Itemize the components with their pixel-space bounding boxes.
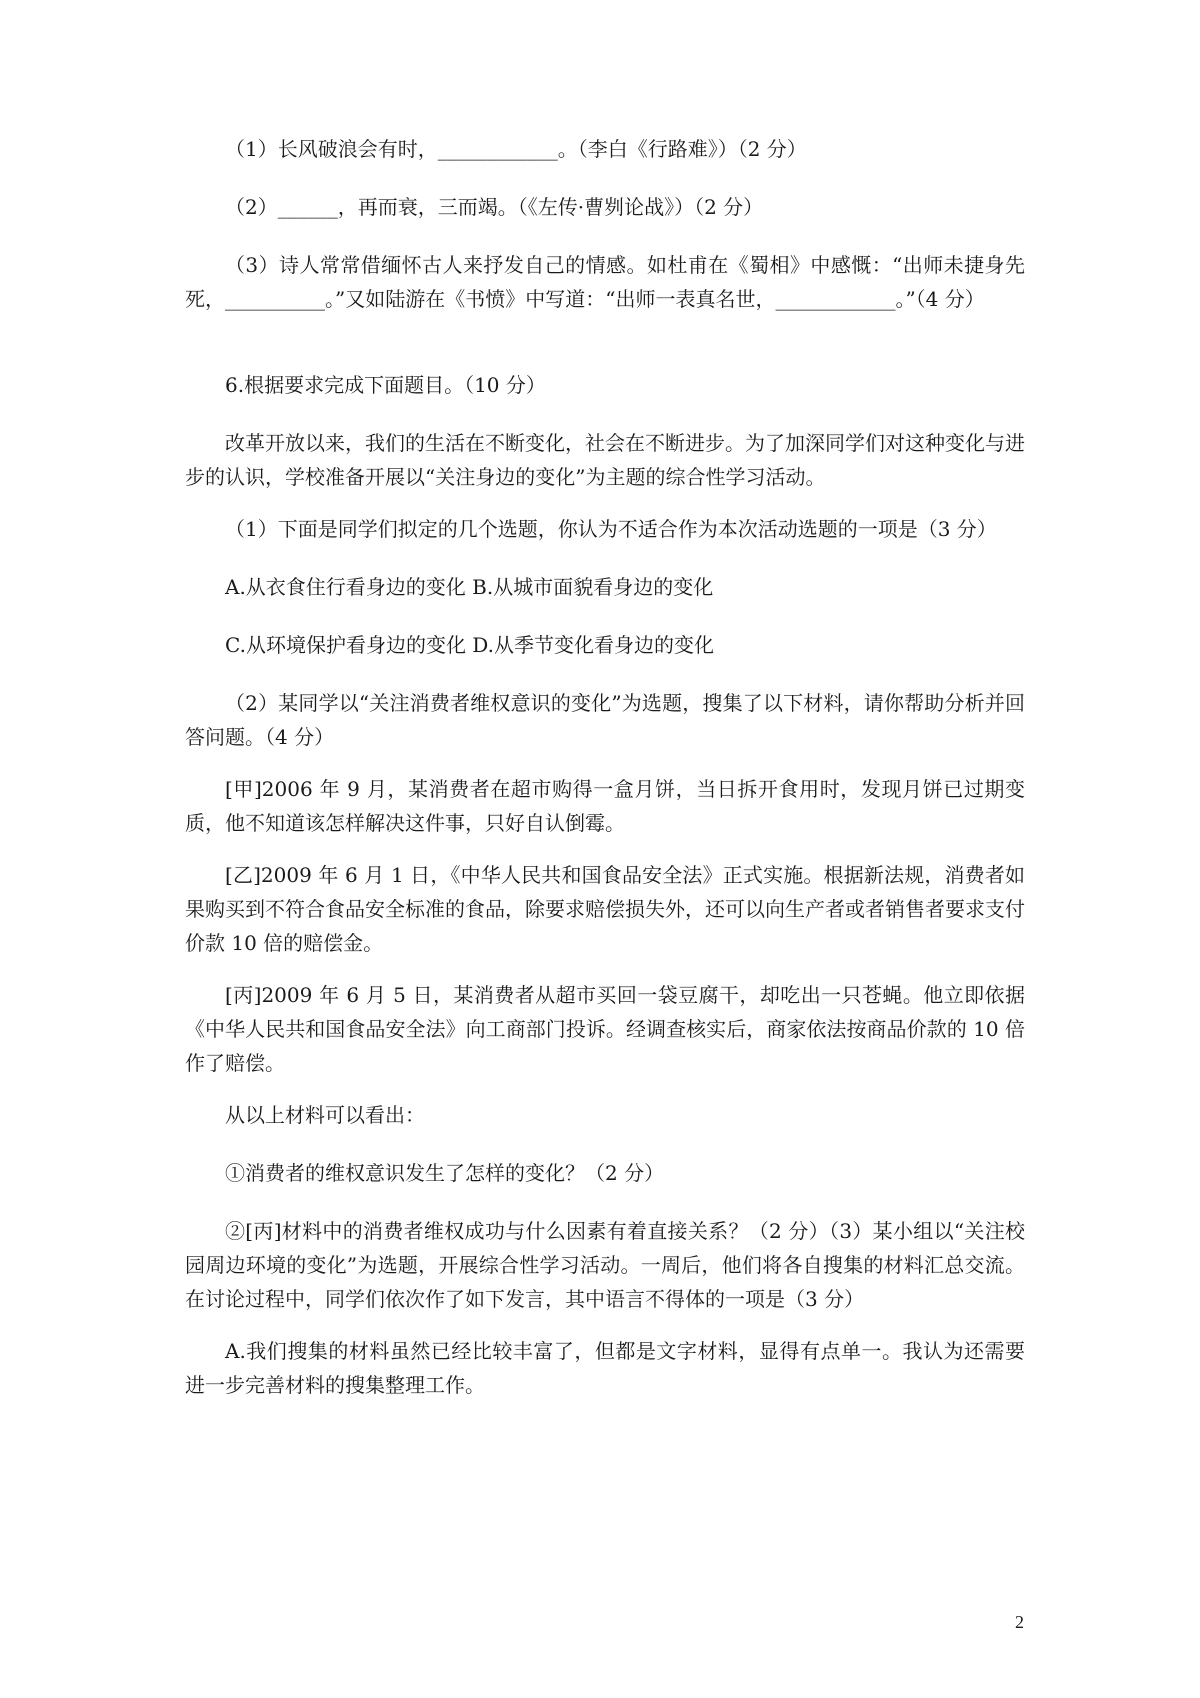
option-a-statement: A.我们搜集的材料虽然已经比较丰富了，但都是文字材料，显得有点单一。我认为还需要进一步完善材料的搜集整理工作。 <box>185 1339 1025 1397</box>
question-5-2: （2）______，再而衰，三而竭。（《左传·曹刿论战》）（2 分） <box>225 195 764 219</box>
material-yi: [乙]2009 年 6 月 1 日，《中华人民共和国食品安全法》正式实施。根据新法规，消费者如果购买到不符合食品安全标准的食品，除要求赔偿损失外，还可以向生产者或者销售者要求支付价款 10 倍的赔偿金。 <box>185 863 1025 955</box>
sub-question-2-and-question-6-3: ②[丙]材料中的消费者维权成功与什么因素有着直接关系？（2 分）（3）某小组以“关注校园周边环境的变化”为选题，开展综合性学习活动。一周后，他们将各自搜集的材料汇总交流。在讨论过程中，同学们依次作了如下发言，其中语言不得体的一项是（3 分） <box>185 1219 1025 1311</box>
page-number: 2 <box>1015 1612 1024 1632</box>
intro-paragraph: 改革开放以来，我们的生活在不断变化，社会在不断进步。为了加深同学们对这种变化与进步的认识，学校准备开展以“关注身边的变化”为主题的综合性学习活动。 <box>185 431 1025 489</box>
question-6-heading: 6.根据要求完成下面题目。（10 分） <box>225 373 546 397</box>
question-6-1: （1）下面是同学们拟定的几个选题，你认为不适合作为本次活动选题的一项是（3 分） <box>225 517 997 541</box>
material-bing: [丙]2009 年 6 月 5 日，某消费者从超市买回一袋豆腐干，却吃出一只苍蝇。他立即依据《中华人民共和国食品安全法》向工商部门投诉。经调查核实后，商家依法按商品价款的 10 倍作了赔偿。 <box>185 983 1025 1075</box>
question-5-3: （3）诗人常常借缅怀古人来抒发自己的情感。如杜甫在《蜀相》中感慨：“出师未捷身先死，__________。”又如陆游在《书愤》中写道：“出师一表真名世，____________。”（4 分） <box>185 253 1025 311</box>
sub-question-1: ①消费者的维权意识发生了怎样的变化？（2 分） <box>225 1161 665 1185</box>
options-c-d: C.从环境保护看身边的变化 D.从季节变化看身边的变化 <box>225 633 714 657</box>
question-5-1: （1）长风破浪会有时，____________。（李白《行路难》）（2 分） <box>225 137 807 161</box>
conclusion-lead: 从以上材料可以看出： <box>225 1103 425 1127</box>
options-a-b: A.从衣食住行看身边的变化 B.从城市面貌看身边的变化 <box>225 575 714 599</box>
question-6-2: （2）某同学以“关注消费者维权意识的变化”为选题，搜集了以下材料，请你帮助分析并回答问题。（4 分） <box>185 691 1025 749</box>
material-jia: [甲]2006 年 9 月，某消费者在超市购得一盒月饼，当日拆开食用时，发现月饼已过期变质，他不知道该怎样解决这件事，只好自认倒霉。 <box>185 777 1025 835</box>
